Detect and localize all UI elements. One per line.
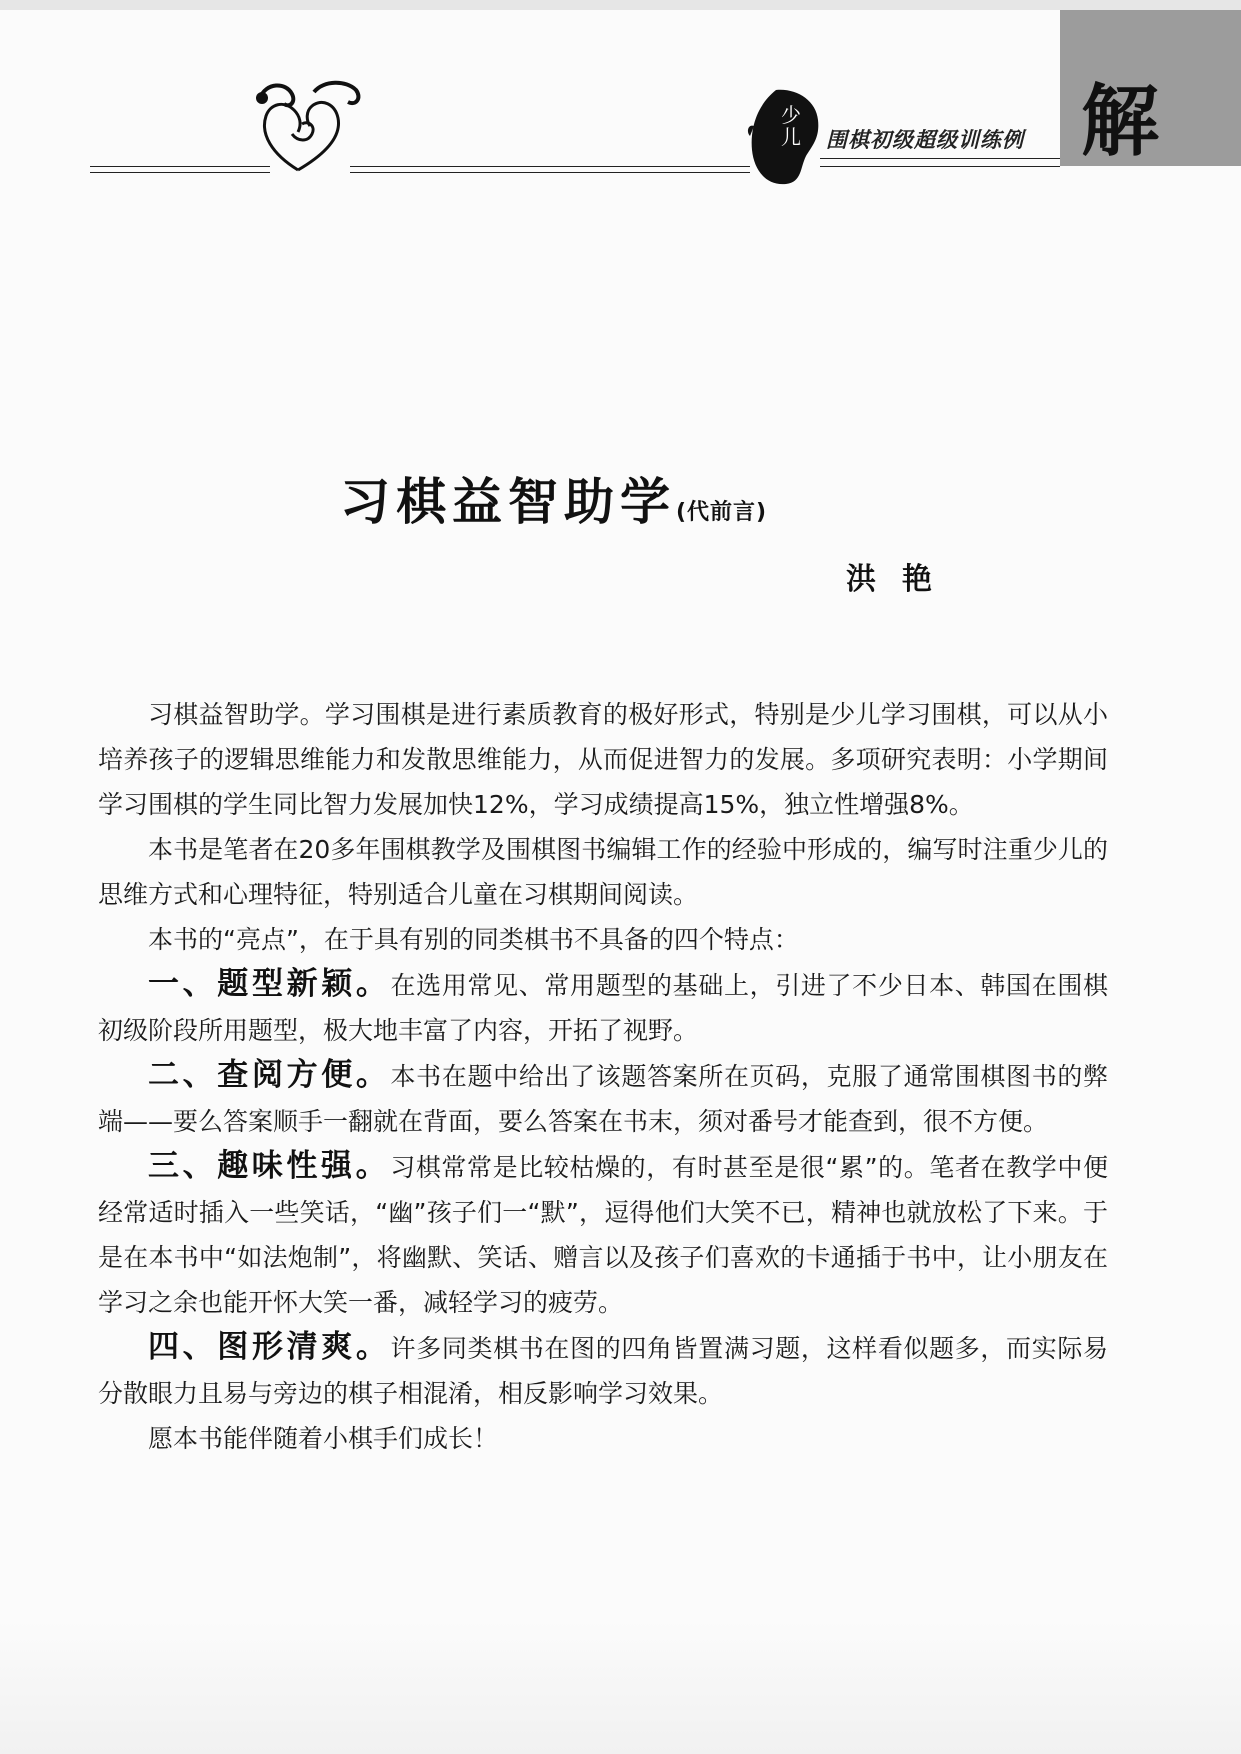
section-tab-char: 解 xyxy=(1080,76,1159,167)
page-top-edge xyxy=(0,0,1241,10)
feature-item xyxy=(98,1144,1108,1325)
feature-item xyxy=(98,962,1108,1053)
paragraph: 愿本书能伴随着小棋手们成长！ xyxy=(148,1424,499,1453)
preface-body xyxy=(98,692,1108,1461)
feature-text: 许多同类棋书在图的四角皆置满习题，这样看似题多，而实际易分散眼力且易与旁边的棋子相混淆，相反影响学习效果。 xyxy=(98,1334,1108,1408)
feature-heading: 二、查阅方便。 xyxy=(148,1057,391,1093)
feature-text: 本书在题中给出了该题答案所在页码，克服了通常围棋图书的弊端——要么答案顺手一翻就在背面，要么答案在书末，须对番号才能查到，很不方便。 xyxy=(98,1062,1108,1136)
paragraph: 本书是笔者在20多年围棋教学及围棋图书编辑工作的经验中形成的，编写时注重少儿的思维方式和心理特征，特别适合儿童在习棋期间阅读。 xyxy=(98,835,1108,909)
title-main: 习棋益智助学 xyxy=(340,473,676,531)
page-title xyxy=(340,462,767,534)
header-rule xyxy=(350,172,750,173)
feature-text: 在选用常见、常用题型的基础上，引进了不少日本、韩国在围棋初级阶段所用题型，极大地丰富了内容，开拓了视野。 xyxy=(98,971,1108,1045)
author-name: 洪艳 xyxy=(846,562,958,597)
header-rule xyxy=(350,166,750,167)
series-title: 围棋初级超级训练例 xyxy=(826,128,1024,152)
header-rule xyxy=(90,172,270,173)
header-rule xyxy=(820,166,1060,167)
paragraph: 本书的“亮点”，在于具有别的同类棋书不具备的四个特点： xyxy=(148,925,799,954)
decorative-heart-flourish-icon xyxy=(252,76,364,176)
feature-heading: 四、图形清爽。 xyxy=(148,1329,391,1365)
title-subtitle: (代前言) xyxy=(676,500,768,525)
feature-item xyxy=(98,1053,1108,1144)
feature-text: 习棋常常是比较枯燥的，有时甚至是很“累”的。笔者在教学中便经常适时插入一些笑话，“幽”孩子们一“默”，逗得他们大笑不已，精神也就放松了下来。于是在本书中“如法炮制”，将幽默、笑话、赠言以及孩子们喜欢的卡通插于书中，让小朋友在学习之余也能开怀大笑一番，减轻学习的疲劳。 xyxy=(98,1153,1108,1317)
feature-heading: 一、题型新颖。 xyxy=(148,966,391,1002)
paragraph: 习棋益智助学。学习围棋是进行素质教育的极好形式，特别是少儿学习围棋，可以从小培养孩子的逻辑思维能力和发散思维能力，从而促进智力的发展。多项研究表明：小学期间学习围棋的学生同比智力发展加快12%，学习成绩提高15%，独立性增强8%。 xyxy=(98,700,1108,819)
header-rule xyxy=(820,158,1060,159)
badge-label: 少儿 xyxy=(781,103,801,149)
feature-heading: 三、趣味性强。 xyxy=(148,1148,391,1184)
page-bottom-shade xyxy=(0,1620,1241,1754)
header-rule xyxy=(90,166,270,167)
feature-item xyxy=(98,1325,1108,1416)
